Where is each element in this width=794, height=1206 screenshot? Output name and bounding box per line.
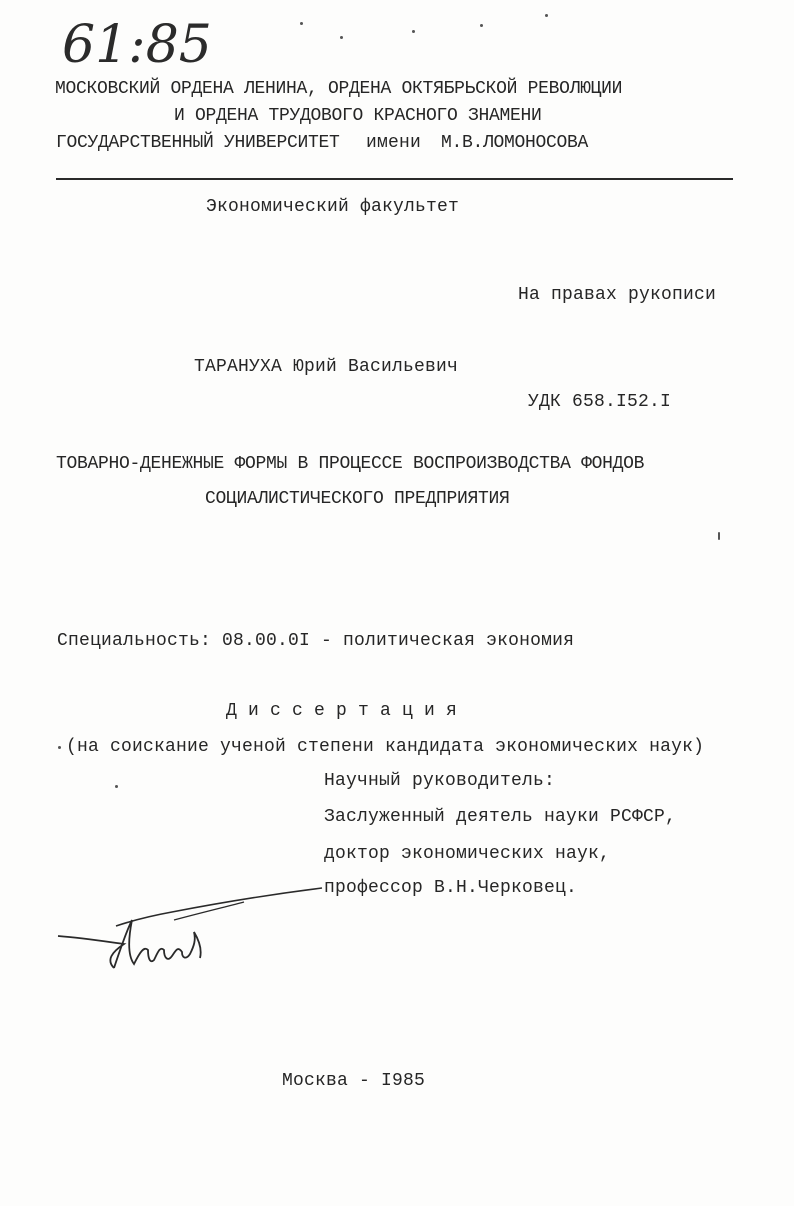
speck xyxy=(58,746,61,749)
university-line-1: МОСКОВСКИЙ ОРДЕНА ЛЕНИНА, ОРДЕНА ОКТЯБРЬСКОЙ РЕВОЛЮЦИИ xyxy=(55,79,623,99)
speck xyxy=(115,785,118,788)
degree-purpose: (на соискание ученой степени кандидата экономических наук) xyxy=(66,737,705,757)
place-and-year: Москва - I985 xyxy=(282,1071,426,1091)
speck xyxy=(300,22,303,25)
thesis-title-line-1: ТОВАРНО-ДЕНЕЖНЫЕ ФОРМЫ В ПРОЦЕССЕ ВОСПРОИЗВОДСТВА ФОНДОВ xyxy=(56,454,645,474)
speck xyxy=(545,14,548,17)
speck xyxy=(412,30,415,33)
thesis-title-line-2: СОЦИАЛИСТИЧЕСКОГО ПРЕДПРИЯТИЯ xyxy=(205,489,510,509)
udc-code: УДК 658.I52.I xyxy=(528,392,672,412)
manuscript-note: На правах рукописи xyxy=(518,285,717,305)
author-name: ТАРАНУХА Юрий Васильевич xyxy=(194,357,459,377)
faculty: Экономический факультет xyxy=(206,197,460,217)
signature xyxy=(54,880,329,980)
archive-number-handwritten xyxy=(60,8,300,78)
supervisor-name: профессор В.Н.Черковец. xyxy=(324,878,578,898)
supervisor-title-1: Заслуженный деятель науки РСФСР, xyxy=(324,807,677,827)
speck xyxy=(718,532,720,540)
university-line-2: И ОРДЕНА ТРУДОВОГО КРАСНОГО ЗНАМЕНИ xyxy=(174,106,542,126)
university-line-3b: имени xyxy=(366,133,422,153)
speck xyxy=(340,36,343,39)
header-divider xyxy=(56,178,733,180)
university-line-3a: ГОСУДАРСТВЕННЫЙ УНИВЕРСИТЕТ xyxy=(56,133,340,153)
supervisor-title-2: доктор экономических наук, xyxy=(324,844,611,864)
supervisor-label: Научный руководитель: xyxy=(324,771,556,791)
archive-number-text: 61:85 xyxy=(62,15,212,75)
speck xyxy=(480,24,483,27)
university-line-3c: М.В.ЛОМОНОСОВА xyxy=(441,133,589,153)
specialty: Специальность: 08.00.0I - политическая экономия xyxy=(57,631,575,651)
document-type: Д и с с е р т а ц и я xyxy=(226,701,458,721)
